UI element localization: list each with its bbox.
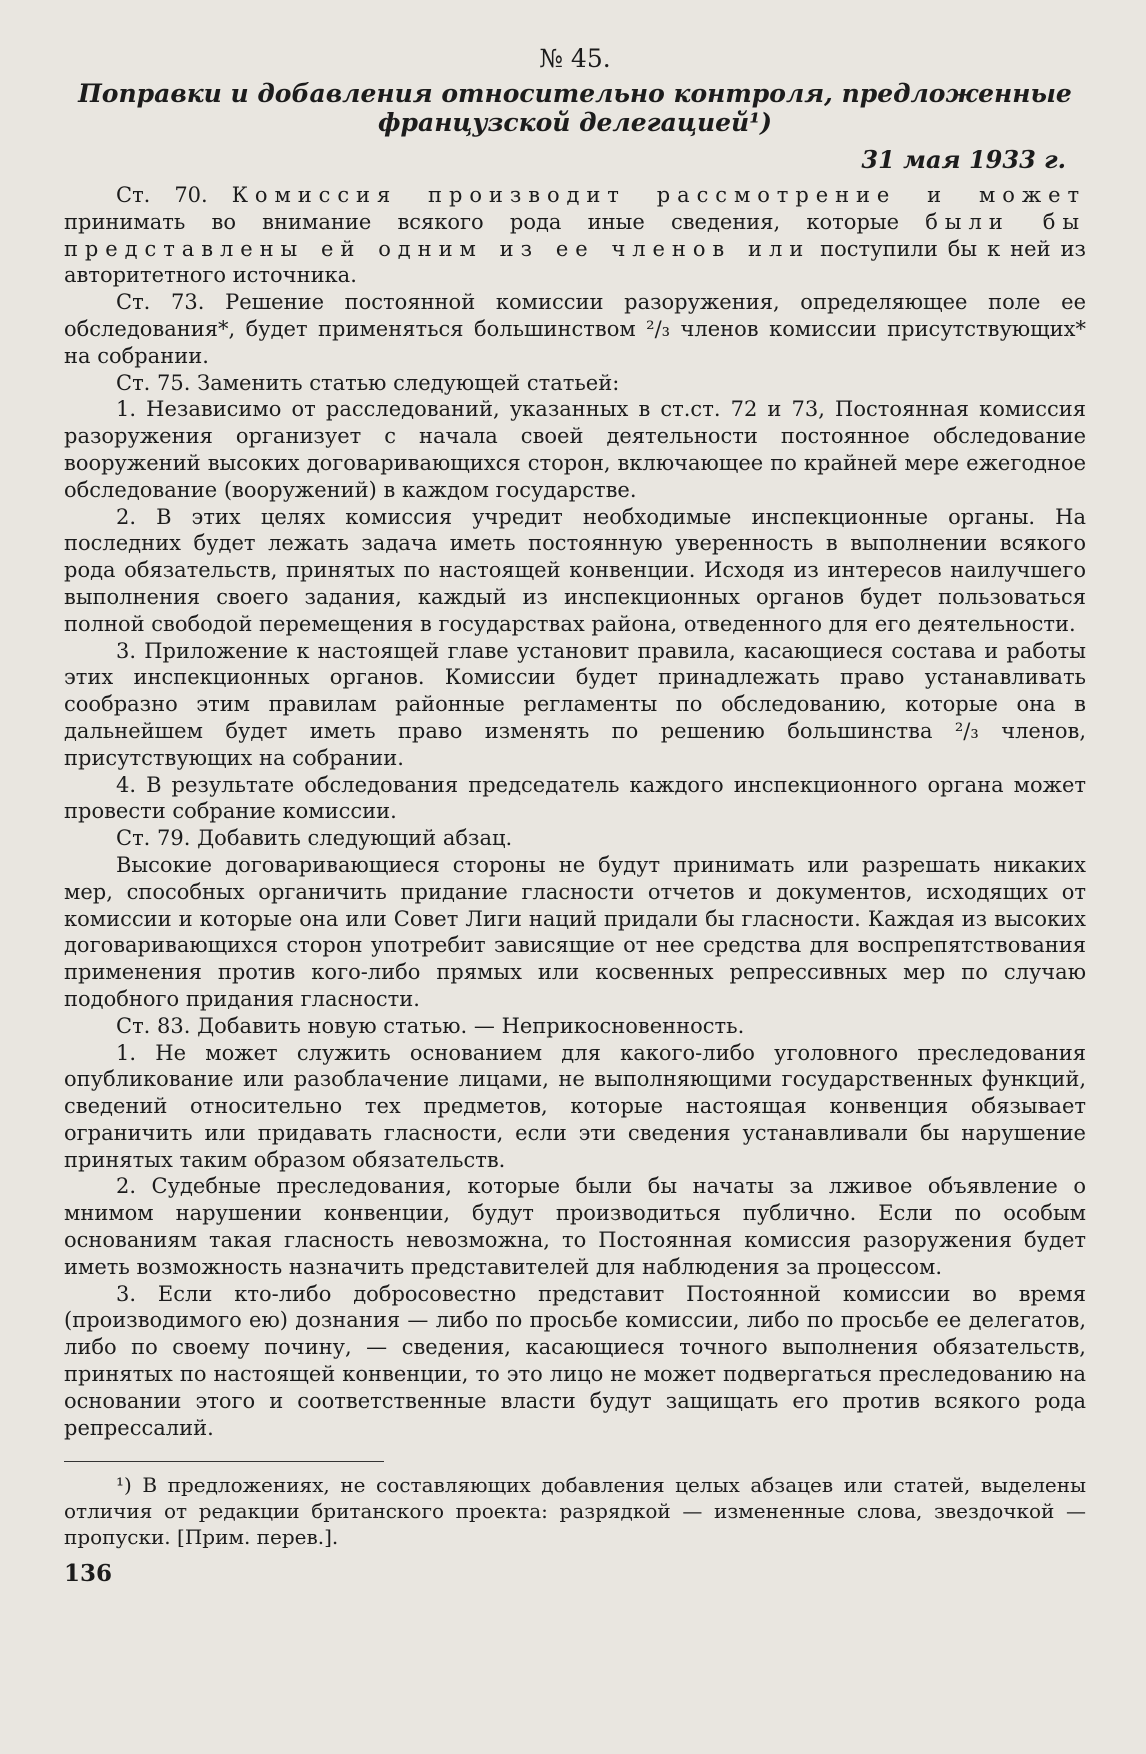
article-83-paragraph-1: 1. Не может служить основанием для какого-либо уголовного преследования опубликование или разоблачение лицами, не выполняющими государственных функций, сведений относительно тех предметов, которые настоящая конвенция обязывает ограничить или придавать гласности, если эти сведения устанавливали бы нарушение принятых таким образом обязательств.	[64, 1040, 1086, 1172]
article-70	[64, 182, 1086, 289]
article-75-intro: Ст. 75. Заменить статью следующей статьей:	[116, 370, 620, 395]
article-75-paragraph-3: 3. Приложение к настоящей главе установит правила, касающиеся состава и работы этих инспекционных органов. Комиссии будет принадлежать право устанавливать сообразно этим правилам районные регламенты по обследованию, которые она в дальнейшем будет иметь право изменять по решению большинства ²/₃ членов, присутствующих на собрании.	[64, 638, 1086, 770]
document-title: Поправки и добавления относительно контроля, предложенные французской делегацией¹)	[78, 79, 1072, 137]
footnote: ¹) В предложениях, не составляющих добавления целых абзацев или статей, выделены отличия от редакции британского проекта: разрядкой — измененные слова, звездочкой — пропуски. [Прим. перев.].	[64, 1473, 1086, 1550]
article-75-paragraph-4: 4. В результате обследования председатель каждого инспекционного органа может провести собрание комиссии.	[64, 772, 1086, 824]
page-number: 136	[64, 1560, 113, 1588]
article-70-prefix: Ст. 70.	[116, 183, 232, 207]
article-73: Ст. 73. Решение постоянной комиссии разоружения, определяющее поле ее обследования*, будет применяться большинством ²/₃ членов комиссии присутствующих* на собрании.	[64, 290, 1086, 368]
document-number: № 45.	[539, 44, 611, 73]
article-75-paragraph-2: 2. В этих целях комиссия учредит необходимые инспекционные органы. На последних будет лежать задача иметь постоянную уверенность в выполнении всякого рода обязательств, принятых по настоящей конвенции. Исходя из интересов наилучшего выполнения своего задания, каждый из инспекционных органов будет пользоваться полной свободой перемещения в государствах района, отведенного для его деятельности.	[64, 504, 1086, 636]
article-70-text-2: поступили бы к ней из авторитетного источника.	[64, 236, 1086, 288]
article-83-paragraph-3: 3. Если кто-либо добросовестно представит Постоянной комиссии во время (производимого ею) дознания — либо по просьбе комиссии, либо по просьбе ее делегатов, либо по своему почину, — сведения, касающиеся точного выполнения обязательств, принятых по настоящей конвенции, то это лицо не может подвергаться преследованию на основании этого и соответственные власти будут защищать его против всякого рода репрессалий.	[64, 1281, 1086, 1440]
article-83-paragraph-2: 2. Судебные преследования, которые были бы начаты за лживое объявление о мнимом нарушении конвенции, будут производиться публично. Если по особым основаниям такая гласность невозможна, то Постоянная комиссия разоружения будет иметь возможность назначить представителей для наблюдения за процессом.	[64, 1174, 1086, 1279]
article-75-paragraph-1: 1. Независимо от расследований, указанных в ст.ст. 72 и 73, Постоянная комиссия разоружения организует с начала своей деятельности постоянное обследование вооружений высоких договаривающихся сторон, включающее по крайней мере ежегодное обследование (вооружений) в каждом государстве.	[64, 397, 1086, 502]
article-70-spaced-2: были бы представлены ей одним из ее членов или	[64, 209, 1086, 261]
article-70-spaced-1: Комиссия производит рассмотрение и может	[231, 183, 1086, 207]
article-79-intro: Ст. 79. Добавить следующий абзац.	[116, 826, 513, 851]
document-date: 31 мая 1933 г.	[861, 145, 1066, 174]
article-70-text-1: принимать во внимание всякого рода иные сведения, которые	[64, 209, 926, 234]
footnote-divider	[64, 1461, 384, 1462]
article-83-intro: Ст. 83. Добавить новую статью. — Неприкосновенность.	[116, 1013, 745, 1038]
article-79-text: Высокие договаривающиеся стороны не будут принимать или разрешать никаких мер, способных органичить придание гласности отчетов и документов, исходящих от комиссии и которые она или Совет Лиги наций придали бы гласности. Каждая из высоких договаривающихся сторон употребит зависящие от нее средства для воспрепятствования применения против кого-либо прямых или косвенных репрессивных мер по случаю подобного придания гласности.	[64, 852, 1086, 1011]
